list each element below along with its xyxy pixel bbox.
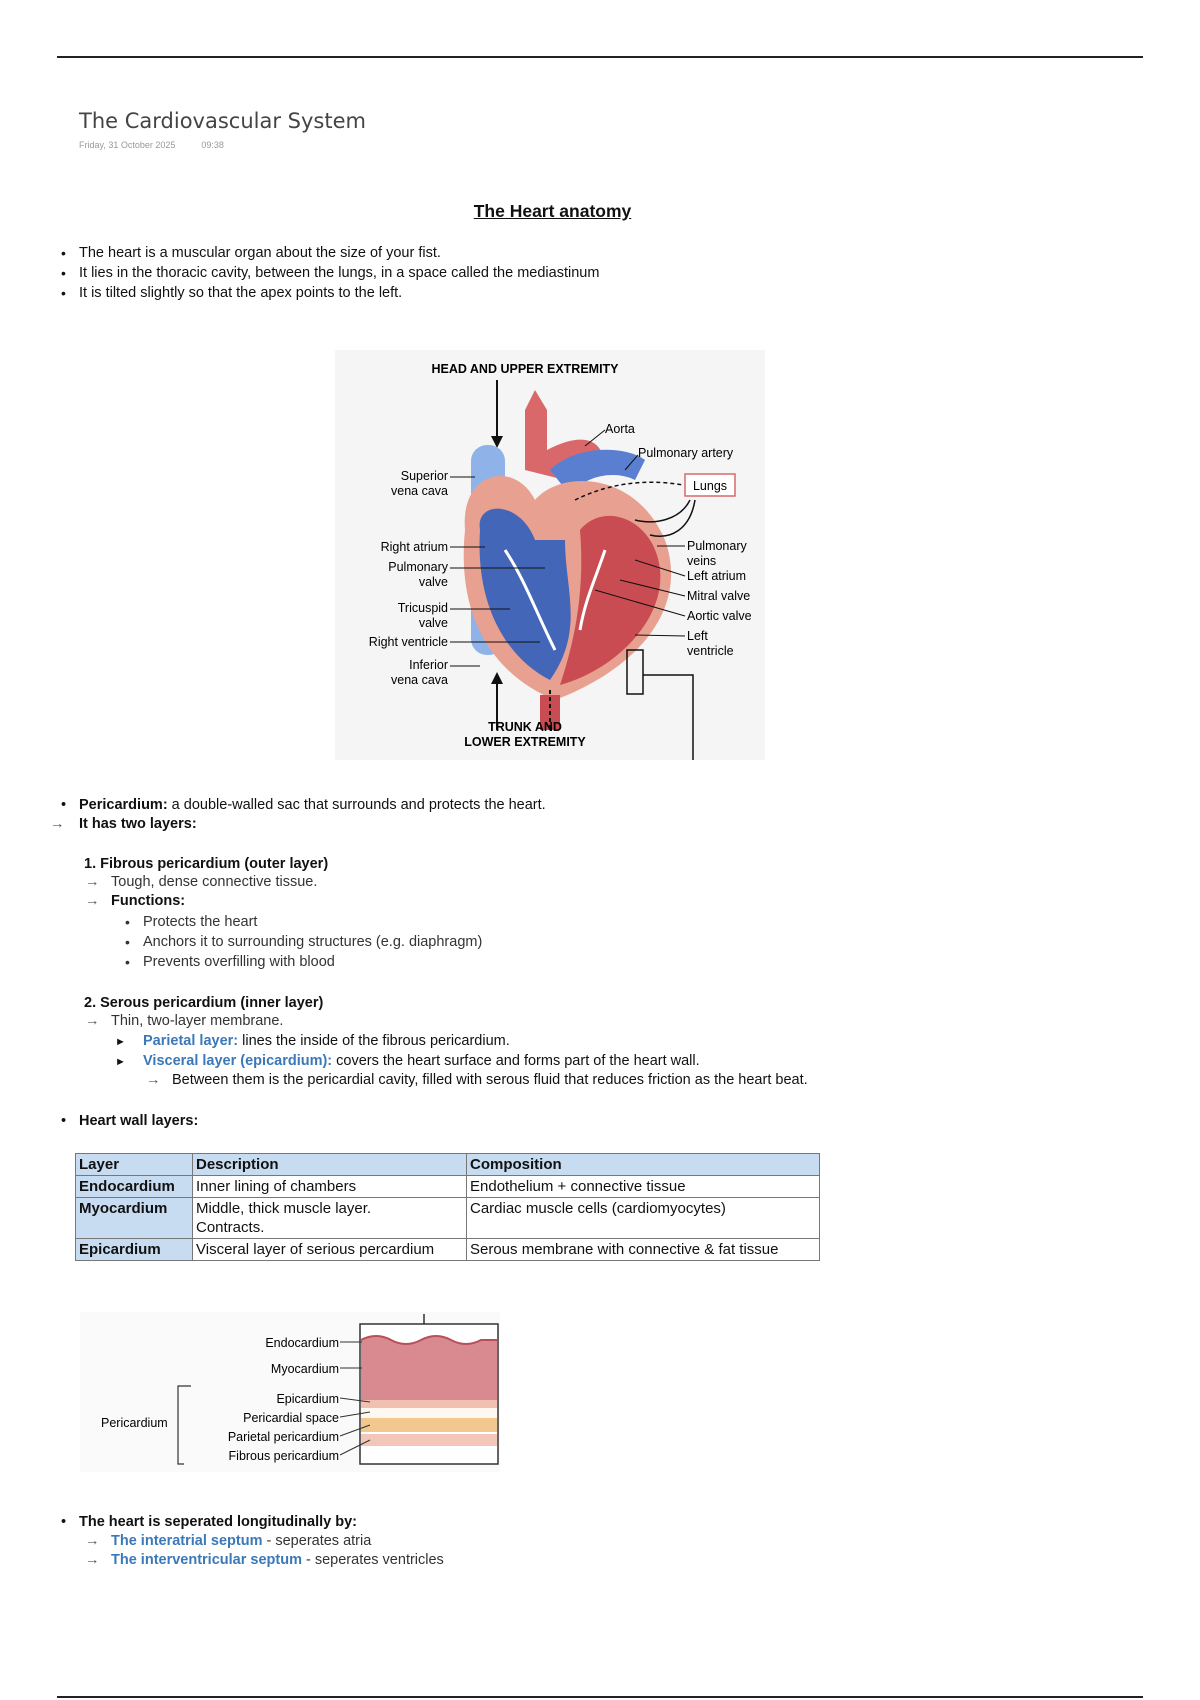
table-cell: Endothelium + connective tissue	[467, 1176, 820, 1198]
list-item: • Prevents overfilling with blood	[121, 952, 482, 972]
arrow-icon: →	[85, 893, 100, 909]
label-tricuspid-1: Tricuspid	[397, 601, 448, 615]
list-item: • Anchors it to surrounding structures (e.g. diaphragm)	[121, 932, 482, 952]
list-item: • The heart is a muscular organ about the size of your fist.	[57, 243, 599, 263]
table-cell: Serous membrane with connective & fat tissue	[467, 1239, 820, 1261]
label-trunk: TRUNK AND	[488, 720, 562, 734]
parietal-label: Parietal layer:	[143, 1033, 239, 1049]
section-heading: The Heart anatomy	[473, 201, 632, 221]
interventricular-text: - seperates ventricles	[301, 1552, 444, 1568]
table-cell: Inner lining of chambers	[193, 1176, 467, 1198]
table-header: Layer	[76, 1154, 193, 1176]
visceral-line	[115, 1052, 700, 1072]
serous-title: 2. Serous pericardium (inner layer)	[84, 995, 324, 1011]
functions-line	[85, 892, 185, 911]
page-meta	[79, 140, 250, 150]
table-cell: Endocardium	[76, 1176, 193, 1198]
two-layers-line	[50, 815, 197, 834]
visceral-text: covers the heart surface and forms part of the heart wall.	[332, 1053, 700, 1069]
label-pulm-valve-2: valve	[418, 575, 448, 589]
fibrous-desc: Tough, dense connective tissue.	[111, 874, 318, 890]
arrow-icon: →	[146, 1072, 161, 1088]
list-item: • It lies in the thoracic cavity, between the lungs, in a space called the mediastinum	[57, 263, 599, 283]
table-row	[76, 1198, 820, 1239]
page-date: Friday, 31 October 2025	[79, 140, 176, 150]
label-svc-2: vena cava	[391, 484, 448, 498]
arrow-icon: →	[85, 1013, 100, 1029]
wall-heading-line: • Heart wall layers:	[61, 1113, 199, 1129]
parietal-line	[115, 1032, 510, 1052]
label-right-atrium: Right atrium	[380, 540, 448, 554]
page-title: The Cardiovascular System	[79, 109, 366, 133]
table-cell: Myocardium	[76, 1198, 193, 1239]
list-item: • It is tilted slightly so that the apex points to the left.	[57, 283, 599, 303]
heart-wall-diagram	[80, 1312, 500, 1472]
label-pulmonary-artery: Pulmonary artery	[638, 446, 734, 460]
arrow-icon: →	[85, 1533, 100, 1549]
table-header: Description	[193, 1154, 467, 1176]
label-ivc-2: vena cava	[391, 673, 448, 687]
label-epicardium: Epicardium	[276, 1392, 339, 1406]
interventricular-line	[85, 1551, 444, 1570]
label-pericardial-space: Pericardial space	[243, 1411, 339, 1425]
label-myocardium: Myocardium	[270, 1362, 339, 1376]
label-pericardium: Pericardium	[101, 1416, 168, 1430]
visceral-label: Visceral layer (epicardium):	[143, 1053, 333, 1069]
interatrial-text: - seperates atria	[262, 1533, 372, 1549]
intro-list	[57, 243, 599, 303]
serous-desc-line	[85, 1012, 283, 1031]
label-svc-1: Superior	[400, 469, 448, 483]
label-left-ventricle-2: ventricle	[687, 644, 734, 658]
label-right-ventricle: Right ventricle	[368, 635, 448, 649]
parietal-text: lines the inside of the fibrous pericardium.	[238, 1033, 510, 1049]
interatrial-line	[85, 1532, 371, 1551]
label-pulm-veins-1: Pulmonary	[687, 539, 747, 553]
label-aorta: Aorta	[605, 422, 635, 436]
wall-heading: Heart wall layers:	[79, 1113, 199, 1129]
serous-desc: Thin, two-layer membrane.	[111, 1013, 284, 1029]
label-pulm-valve-1: Pulmonary	[388, 560, 448, 574]
heart-diagram	[335, 350, 765, 760]
label-mitral: Mitral valve	[687, 589, 751, 603]
label-left-ventricle-1: Left	[687, 629, 708, 643]
functions-label: Functions:	[111, 893, 186, 909]
table-cell: Cardiac muscle cells (cardiomyocytes)	[467, 1198, 820, 1239]
label-head-upper: HEAD AND UPPER EXTREMITY	[431, 362, 619, 376]
label-lungs: Lungs	[692, 479, 728, 493]
page-time: 09:38	[201, 140, 224, 150]
label-parietal-pericardium: Parietal pericardium	[227, 1430, 339, 1444]
label-endocardium: Endocardium	[265, 1336, 339, 1350]
arrow-icon: →	[85, 874, 100, 890]
list-item: • Protects the heart	[121, 912, 482, 932]
interventricular-label: The interventricular septum	[111, 1552, 302, 1568]
pericardium-line: • Pericardium: a double-walled sac that surrounds and protects the heart.	[61, 797, 546, 813]
label-fibrous-pericardium: Fibrous pericardium	[228, 1449, 339, 1463]
cavity-line	[146, 1071, 808, 1090]
label-ivc-1: Inferior	[409, 658, 448, 672]
fibrous-desc-line	[85, 873, 317, 892]
table-row	[76, 1176, 820, 1198]
fibrous-title: 1. Fibrous pericardium (outer layer)	[84, 856, 329, 872]
table-header: Composition	[467, 1154, 820, 1176]
septum-heading: The heart is seperated longitudinally by:	[79, 1514, 357, 1530]
table-header-row	[76, 1154, 820, 1176]
pericardium-text: a double-walled sac that surrounds and protects the heart.	[167, 797, 546, 813]
triangle-icon: ►	[115, 1036, 126, 1048]
triangle-icon: ►	[115, 1056, 126, 1068]
pericardium-label: Pericardium:	[79, 797, 168, 813]
heart-wall-table	[75, 1153, 820, 1261]
table-cell: Epicardium	[76, 1239, 193, 1261]
table-row	[76, 1239, 820, 1261]
label-tricuspid-2: valve	[418, 616, 448, 630]
interatrial-label: The interatrial septum	[111, 1533, 263, 1549]
arrow-icon: →	[85, 1552, 100, 1568]
table-cell: Visceral layer of serious percardium	[193, 1239, 467, 1261]
top-rule	[57, 56, 1143, 58]
cavity-text: Between them is the pericardial cavity, filled with serous fluid that reduces friction as the heart beat.	[172, 1072, 808, 1088]
two-layers-text: It has two layers:	[79, 816, 197, 832]
label-lower-extremity: LOWER EXTREMITY	[464, 735, 586, 749]
label-pulm-veins-2: veins	[687, 554, 717, 568]
label-aortic: Aortic valve	[687, 609, 752, 623]
functions-list	[121, 912, 482, 972]
arrow-icon: →	[50, 816, 65, 832]
septum-heading-line: • The heart is seperated longitudinally by:	[61, 1514, 357, 1530]
bottom-rule	[57, 1696, 1143, 1698]
table-cell: Middle, thick muscle layer. Contracts.	[193, 1198, 467, 1239]
label-left-atrium: Left atrium	[687, 569, 747, 583]
